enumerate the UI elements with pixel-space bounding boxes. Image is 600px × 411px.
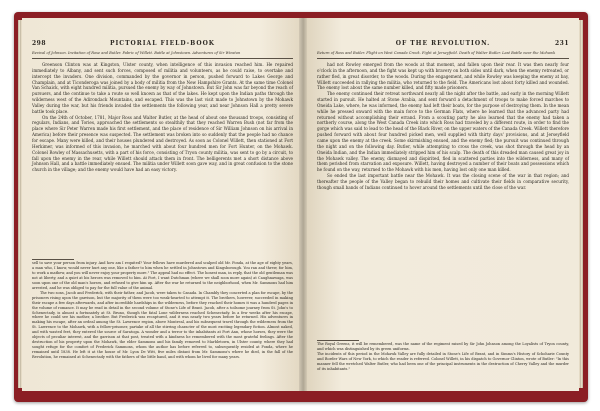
page-edges-right bbox=[579, 20, 583, 388]
right-footnotes bbox=[317, 342, 569, 372]
left-footnote-rule bbox=[32, 259, 74, 260]
left-running-head bbox=[32, 40, 293, 50]
right-paragraph: So ended the last important battle near the Mohawk. It was the closing scene of the war in that region; and thereafter the people of the Valley began to rebuild their homes and cultivate their fields in comparative security, though small bands of Indians continued to hover around the settlements until the close of the war. bbox=[317, 173, 569, 190]
book-gutter bbox=[299, 18, 307, 391]
left-paragraph: On the 24th of October, 1781, Major Ross and Walter Butler, at the head of about one thousand troops, consisting of regulars, Indians, and Tories, approached the settlements so stealthily that they reached Warren Bush (not far from the place where Sir Peter Warren made his first settlement, and the place of residence of Sir William Johnson on his arrival in America) before their presence was suspected. The settlement was broken into so suddenly that the people had no chance for escape. Many were killed, and their houses plundered and destroyed. As soon as Colonel Willett, then stationed at Fort Herkimer, was informed of this invasion, he marched with about four hundred men for Fort Hunter, on the Mohawk. Colonel Rowley of Massachusetts, with a part of his force, consisting of Tryon county militia, was sent to go by a circuit, to fall upon the enemy in the rear, while Willett should attack them in front. The belligerents met a short distance above Johnson Hall, and a battle immediately ensued. The militia under Willett soon gave way, and in great confusion to the stone church in the village; and the enemy would have had an easy victory. bbox=[32, 114, 293, 173]
left-footnote: sell to save your person from injury. And how am I requited? Your fellows have murdered and scalped old Mr. Fonda, at the age of eighty years, a man who, I know, would never hurt any one, like a father to him when he settled in Johnstown and Kingsborough. You ran and threw, for him, to work a mathew, and you will never enjoy your property more." The appeal had no effect. The honest man, in reply, that the old gentleman was not at liberty, and a quiet at his heroes was removed to him. At Fort, I want Dutchman (where we shall soon more again) at Caughnawaga, was soon upon one of the old man's horses, and refused to give him up. After the war he returned to the neighborhood, when Mr. Sammons had him arrested, and he was obliged to pay for the full value of the animal. bbox=[32, 261, 293, 290]
left-paragraph: Greenson Clinton was at Kingston, Ulster county, when intelligence of this invasion reached him. He repaired immediately to Albany, and sent such forces, composed of militia and volunteers, as he could raise, to overtake and intercept the invaders. One division, commanded by the governor in person, pushed forward to Lakes George and Champlain, and at Ticonderoga was joined by a body of militia from the New Hampshire Grants. At the same time Colonel Van Schaick, with eight hundred militia, pursued the enemy by way of Johnstown. But Sir John was far beyond the reach of pursuers, and the continue to take a route so well known as that of the lakes. He kept upon the Indian paths through the wilderness west of the Adirondack Mountains, and escaped. This was the last visit made to Johnstown by the Mohawk Valley during the war, but his friends invaded the settlements the following year, and near Johnson Hall a pretty severe battle took place. bbox=[32, 62, 293, 114]
right-page bbox=[303, 18, 579, 391]
right-footnote: The incidents of this period in the Mohawk Valley are fully detailed in Stone's Life of Brant, and in Simms's History of Schoharie County and Border Wars of New York, to which the reader is referred. Colonel Willett, in his dispatch to Governor Clinton, wrote of Butler: "In this manner fell the wretched Walter Butler, who had been one of the principal instruments in the destruction of Cherry Valley and the murder of its inhabitants." bbox=[317, 351, 569, 371]
right-running-head bbox=[317, 40, 569, 50]
left-footnote: The two sons, Jacob and Frederick, with their father, and Jacob, were taken to Canada. In Chambly they concerted a plan for escape, by the prisoners rising upon the garrison, but the majority of them were too weak-hearted to attempt it. The brothers, however, succeeded in making their escape a few days afterwards, and after incredible hardships in the wilderness, before they reached their homes it was a hundred pages in the volume of romance. It may be read in detail in the second volume of Stone's Life of Brant. Jacob, after a toilsome journey from St. John's to Schenectady, is almost a fortunately at St. Bruno, though the fatal Lone wilderness reached Schenectady. In a few weeks after his escape, where he could see his mother, a brother. But Frederick was recaptured, and it was nearly two years before he returned. His adventures in making his escape, after an ordeal among the St. Lawrence region, above Montreal, and his subsequent travel through the wilderness from the St. Lawrence to the Mohawk, with a fellow-prisoner, partake of all the stirring character of the most exciting legendary fiction. Almost naked, and with wasted feet, they entered the source of Saratoga. A wonder and a terror to the inhabitants at Fort Ann, whose horses, they were the objects of peculiar interest, and the garrison at that post, treated with a kindness he remembered with the most grateful feelings. After the destruction of his property upon the Mohawk, the elder Sammons and his family removed to Marbletown, in Ulster county, where they had sought refuge for the comfort of Frederick Sammons, whom the author has before referred to, subsequently resided at Fonda, where he remained until 1838. He left it at the house of Mr. Lyon De Witt, five miles distant from Mr. Sammons's where he died, in the fall of the Revolution, he remained at Schenectady with the fathers of the little band, and with whom he lived for many years. bbox=[32, 290, 293, 360]
right-footnote: The Royal Greens, it will be remembered, was the name of the regiment raised by Sir John Johnson among the Loyalists of Tryon county, and which was distinguished by its green uniforms. bbox=[317, 342, 569, 351]
left-page-title: PICTORIAL FIELD-BOOK bbox=[109, 40, 216, 47]
right-page-title: OF THE REVOLUTION. bbox=[395, 40, 491, 47]
right-header-rule bbox=[317, 58, 569, 59]
right-paragraph: The enemy continued their retreat northward nearly all the night after the battle, and early in the morning Willett started in pursuit. He halted at Stone Arabia, and sent forward a detachment of troops to make forced marches to Oneida Lake, where, he was informed, the enemy had left their boats, for the purpose of destroying them. In the mean while he pressed onward with the main force to the German Flats, where he learned that the advanced party had returned without accomplishing their errand. From a scouting party he also learned that the enemy had taken a northerly course, along the West Canada Creek into which Ross had traveled by a different route, in order to find the gorge which was said to lead to the head of the Black River, on the upper waters of the Canada Creek. Willett therefore pushed forward with about four hundred picked men, well supplied with thirty days' provisions, and at Jerseyfield came upon the enemy at the creek. Some skirmishing ensued, and the enemy fled; the pursuit was continued through the night and on the following day. Butler, while attempting to cross the creek, was shot through the head by an Oneida Indian, and the Indian immediately stripped him of his scalp. The death of this dreaded man caused great joy in the Mohawk valley. The enemy, dismayed and dispirited, fled in scattered parties into the wilderness, and many of them perished from starvation and exposure. Willett, having destroyed a number of their boats and possessions which he found on the way, returned to the Mohawk with his men, having lost only one man killed. bbox=[317, 91, 569, 173]
right-page-subtitle: Return of Ross and Butler. Flight on West Canada Creek. Fight at Jerseyfield. Death of Walter Butler. Last Battle near the Mohawk bbox=[317, 51, 556, 55]
right-footnote-rule bbox=[317, 340, 359, 341]
left-header-rule bbox=[32, 58, 293, 59]
left-page bbox=[22, 18, 303, 391]
left-page-number: 298 bbox=[32, 40, 47, 47]
left-body-text bbox=[32, 62, 293, 173]
left-footnotes bbox=[32, 261, 293, 360]
right-body-text bbox=[317, 62, 569, 191]
right-page-number: 231 bbox=[554, 40, 569, 47]
left-page-subtitle: Revival of Johnson. Invitation of Rose and Butler. Fabric of Willett. Battle at Johnstown. Adventures of Sir Winston bbox=[32, 51, 241, 55]
right-paragraph: had not Rowley emerged from the woods at that moment, and fallen upon their rear. It was then nearly four o'clock in the afternoon, and the fight was kept up with bravery on both sides until dark, when the enemy retreated, or rather fled, in great disorder, to the woods. During the engagement, and while Rowley was keeping the enemy at bay, Willett succeeded in rallying the militia, who returned to the field. The Americans lost about forty killed and wounded. The enemy lost about the same number killed, and fifty made prisoners. bbox=[317, 62, 569, 91]
